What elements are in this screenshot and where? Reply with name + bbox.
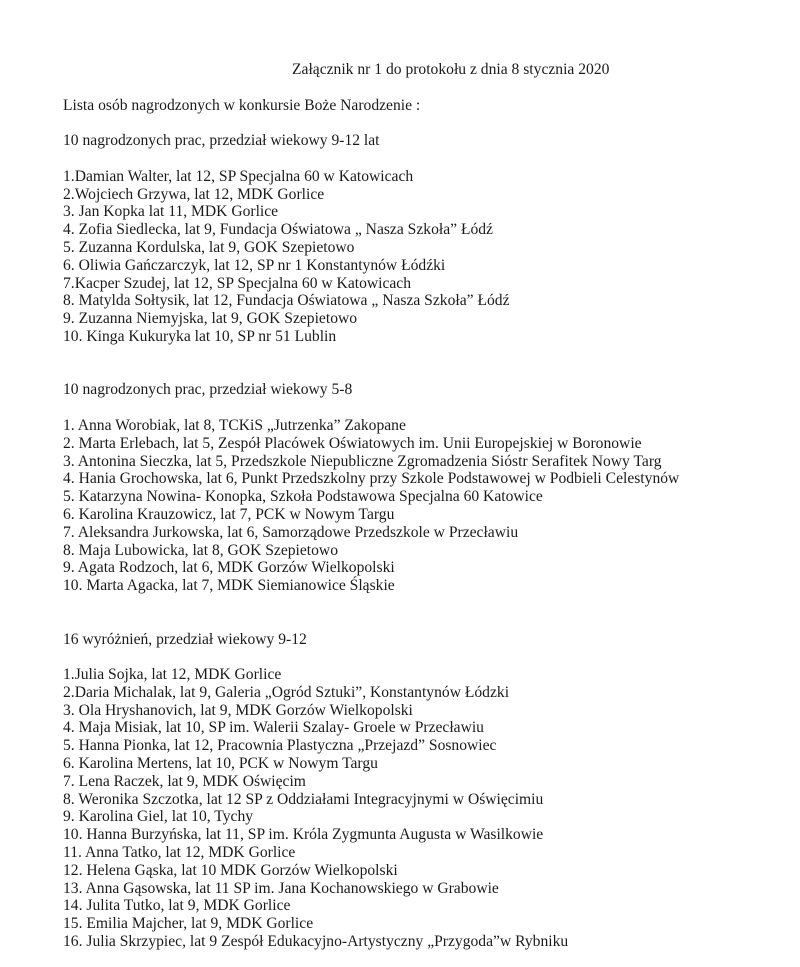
list-item: 16. Julia Skrzypiec, lat 9 Zespół Edukacyjno-Artystyczny „Przygoda”w Rybniku	[63, 933, 569, 951]
list-item: 8. Maja Lubowicka, lat 8, GOK Szepietowo	[63, 541, 338, 559]
list-item: 10. Kinga Kukuryka lat 10, SP nr 51 Lublin	[63, 327, 337, 345]
list-item: 1.Damian Walter, lat 12, SP Specjalna 60 w Katowicach	[63, 167, 414, 185]
list-item: 2.Wojciech Grzywa, lat 12, MDK Gorlice	[63, 185, 325, 203]
list-item: 9. Agata Rodzoch, lat 6, MDK Gorzów Wielkopolski	[63, 559, 395, 577]
list-item: 1.Julia Sojka, lat 12, MDK Gorlice	[63, 666, 282, 684]
list-item: 3. Antonina Sieczka, lat 5, Przedszkole Niepubliczne Zgromadzenia Sióstr Serafitek Nowy Targ	[63, 452, 662, 470]
list-item: 6. Karolina Mertens, lat 10, PCK w Nowym Targu	[63, 755, 378, 773]
list-item: 15. Emilia Majcher, lat 9, MDK Gorlice	[63, 915, 314, 933]
list-item: 1. Anna Worobiak, lat 8, TCKiS „Jutrzenka” Zakopane	[63, 416, 406, 434]
list-item: 8. Weronika Szczotka, lat 12 SP z Oddziałami Integracyjnymi w Oświęcimiu	[63, 790, 544, 808]
list-item: 14. Julita Tutko, lat 9, MDK Gorlice	[63, 897, 291, 915]
list-item: 6. Karolina Krauzowicz, lat 7, PCK w Nowym Targu	[63, 505, 395, 523]
list-item: 2.Daria Michalak, lat 9, Galeria „Ogród Sztuki”, Konstantynów Łódzki	[63, 683, 510, 701]
list-item: 13. Anna Gąsowska, lat 11 SP im. Jana Kochanowskiego w Grabowie	[63, 879, 499, 897]
list-item: 4. Maja Misiak, lat 10, SP im. Walerii Szalay- Groele w Przecławiu	[63, 719, 484, 737]
list-item: 3. Ola Hryshanovich, lat 9, MDK Gorzów Wielkopolski	[63, 701, 413, 719]
section-heading-awards-5-8: 10 nagrodzonych prac, przedział wiekowy 5-8	[63, 381, 353, 399]
section-heading-distinctions-9-12: 16 wyróżnień, przedział wiekowy 9-12	[63, 630, 307, 648]
list-item: 8. Matylda Sołtysik, lat 12, Fundacja Oświatowa „ Nasza Szkoła” Łódź	[63, 292, 510, 310]
document-title: Załącznik nr 1 do protokołu z dnia 8 stycznia 2020	[292, 61, 610, 78]
list-item: 4. Hania Grochowska, lat 6, Punkt Przedszkolny przy Szkole Podstawowej w Podbieli Celestynów	[63, 470, 680, 488]
list-item: 5. Hanna Pionka, lat 12, Pracownia Plastyczna „Przejazd” Sosnowiec	[63, 737, 497, 755]
list-item: 4. Zofia Siedlecka, lat 9, Fundacja Oświatowa „ Nasza Szkoła” Łódź	[63, 221, 493, 239]
list-item: 12. Helena Gąska, lat 10 MDK Gorzów Wielkopolski	[63, 861, 398, 879]
section-heading-awards-9-12: 10 nagrodzonych prac, przedział wiekowy 9-12 lat	[63, 132, 380, 150]
list-item: 9. Karolina Giel, lat 10, Tychy	[63, 808, 254, 826]
list-item: 11. Anna Tatko, lat 12, MDK Gorlice	[63, 844, 296, 862]
list-item: 5. Katarzyna Nowina- Konopka, Szkoła Podstawowa Specjalna 60 Katowice	[63, 488, 543, 506]
list-item: 7. Lena Raczek, lat 9, MDK Oświęcim	[63, 772, 306, 790]
list-item: 10. Hanna Burzyńska, lat 11, SP im. Króla Zygmunta Augusta w Wasilkowie	[63, 826, 544, 844]
list-item: 5. Zuzanna Kordulska, lat 9, GOK Szepietowo	[63, 238, 355, 256]
list-item: 2. Marta Erlebach, lat 5, Zespół Placówek Oświatowych im. Unii Europejskiej w Boronowie	[63, 434, 642, 452]
list-item: 9. Zuzanna Niemyjska, lat 9, GOK Szepietowo	[63, 310, 358, 328]
list-item: 3. Jan Kopka lat 11, MDK Gorlice	[63, 203, 279, 221]
list-item: 6. Oliwia Gańczarczyk, lat 12, SP nr 1 Konstantynów Łódźki	[63, 256, 446, 274]
intro-line: Lista osób nagrodzonych w konkursie Boże Narodzenie :	[63, 96, 421, 114]
list-item: 7. Aleksandra Jurkowska, lat 6, Samorządowe Przedszkole w Przecławiu	[63, 523, 519, 541]
list-item: 10. Marta Agacka, lat 7, MDK Siemianowice Śląskie	[63, 577, 395, 595]
list-item: 7.Kacper Szudej, lat 12, SP Specjalna 60 w Katowicach	[63, 274, 412, 292]
